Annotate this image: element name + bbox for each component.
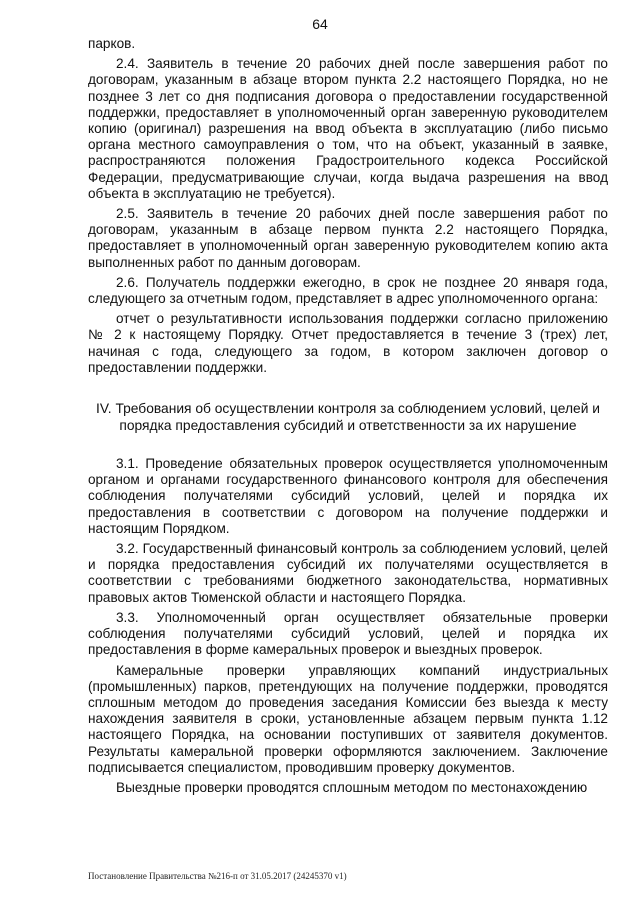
section-heading: IV. Требования об осуществлении контроля за соблюдением условий, целей и порядка предоставления субсидий и ответственности за их нарушение	[96, 401, 600, 434]
paragraph-report: отчет о результативности использования поддержки согласно приложению № 2 к настоящему Порядку. Отчет предоставляется в течение 3 (трех) лет, начиная с года, следующего за годом, в котором заключен договор о предоставлении поддержки.	[88, 311, 608, 375]
page-number: 64	[312, 16, 328, 32]
paragraph-continuation: парков.	[88, 36, 136, 51]
paragraph-desk-audits: Камеральные проверки управляющих компаний индустриальных (промышленных) парков, претендующих на получение поддержки, проводятся сплошным методом до проведения заседания Комиссии без выезда к месту нахождения заявителя в сроки, установленные абзацем первым пункта 1.12 настоящего Порядка, на основании поступивших от заявителя документов. Результаты камеральной проверки оформляются заключением. Заключение подписывается специалистом, проводившим проверку документов.	[88, 662, 608, 775]
paragraph-field-audits: Выездные проверки проводятся сплошным методом по местонахождению	[116, 779, 588, 795]
document-footer: Постановление Правительства №216-п от 31.05.2017 (24245370 v1)	[88, 871, 347, 881]
paragraph-2-5: 2.5. Заявитель в течение 20 рабочих дней после завершения работ по договорам, указанным в абзаце первом пункта 2.2 настоящего Порядка, предоставляет в уполномоченный орган заверенную руководителем копию акта выполненных работ по данным договорам.	[88, 206, 608, 270]
paragraph-3-1: 3.1. Проведение обязательных проверок осуществляется уполномоченным органом и органами государственного финансового контроля для обеспечения соблюдения получателями субсидий условий, целей и порядка их предоставления в соответствии с договором на получение поддержки и настоящим Порядком.	[88, 456, 608, 536]
paragraph-2-6: 2.6. Получатель поддержки ежегодно, в срок не позднее 20 января года, следующего за отчетным годом, представляет в адрес уполномоченного органа:	[88, 274, 608, 307]
paragraph-3-2: 3.2. Государственный финансовый контроль за соблюдением условий, целей и порядка предоставления субсидий их получателями осуществляется в соответствии с требованиями бюджетного законодательства, нормативных правовых актов Тюменской области и настоящего Порядка.	[88, 541, 608, 605]
section-spacer	[88, 434, 608, 456]
paragraph-3-3: 3.3. Уполномоченный орган осуществляет обязательные проверки соблюдения получателями субсидий условий, целей и порядка их предоставления в форме камеральных проверок и выездных проверок.	[88, 609, 608, 658]
paragraph-2-4: 2.4. Заявитель в течение 20 рабочих дней после завершения работ по договорам, указанным в абзаце втором пункта 2.2 настоящего Порядка, но не позднее 3 лет со дня подписания договора о предоставлении государственной поддержки, предоставляет в уполномоченный орган заверенную руководителем копию (оригинал) разрешения на ввод объекта в эксплуатацию (либо письмо органа местного самоуправления о том, что на объект, указанный в заявке, распространяются положения Градостроительного кодекса Российской Федерации, предусматривающие случаи, когда выдача разрешения на ввод объекта в эксплуатацию не требуется).	[88, 56, 608, 201]
document-body	[88, 36, 608, 800]
